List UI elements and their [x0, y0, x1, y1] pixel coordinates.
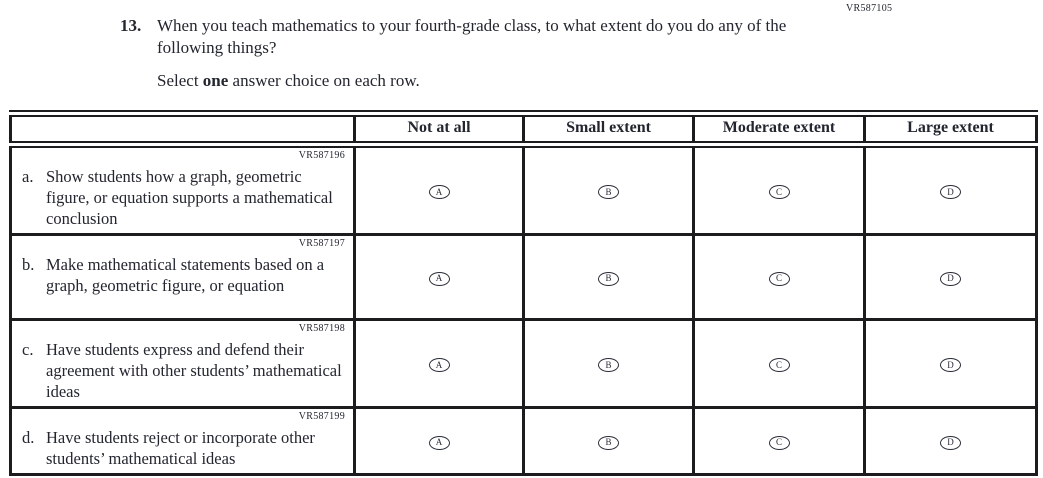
answer-bubble-a-option-b[interactable]: B: [598, 185, 619, 199]
answer-bubble-d-option-a[interactable]: A: [429, 436, 450, 450]
answer-bubble-c-option-b[interactable]: B: [598, 358, 619, 372]
answer-bubble-a-option-c[interactable]: C: [769, 185, 790, 199]
question-block: [120, 15, 830, 92]
row-code-a: VR587196: [298, 150, 345, 161]
row-code-c: VR587198: [298, 323, 345, 334]
item-cell-a: [11, 145, 355, 235]
cell-a-moderate-extent: [694, 145, 865, 235]
row-code-b: VR587197: [298, 238, 345, 249]
row-code-d: VR587199: [298, 411, 345, 422]
question-number: 13.: [120, 16, 142, 35]
cell-b-large-extent: [865, 235, 1037, 320]
answer-bubble-b-option-b[interactable]: B: [598, 272, 619, 286]
cell-b-not-at-all: [355, 235, 524, 320]
item-letter-d: d.: [22, 428, 35, 447]
table-row-c: [11, 320, 1037, 408]
answer-bubble-d-option-c[interactable]: C: [769, 436, 790, 450]
column-header-moderate-extent: Moderate extent: [694, 114, 865, 145]
answer-bubble-c-option-c[interactable]: C: [769, 358, 790, 372]
answer-bubble-a-option-d[interactable]: D: [940, 185, 961, 199]
answer-bubble-d-option-d[interactable]: D: [940, 436, 961, 450]
cell-d-large-extent: [865, 408, 1037, 475]
cell-c-not-at-all: [355, 320, 524, 408]
item-cell-c: [11, 320, 355, 408]
cell-d-not-at-all: [355, 408, 524, 475]
column-header-not-at-all: Not at all: [355, 114, 524, 145]
item-letter-c: c.: [22, 340, 34, 359]
column-header-large-extent: Large extent: [865, 114, 1037, 145]
item-text-d: Have students reject or incorporate other students’ mathematical ideas: [46, 428, 315, 468]
item-cell-d: [11, 408, 355, 475]
cell-d-moderate-extent: [694, 408, 865, 475]
cell-d-small-extent: [524, 408, 694, 475]
cell-b-small-extent: [524, 235, 694, 320]
form-code: VR587105: [846, 3, 893, 14]
cell-a-large-extent: [865, 145, 1037, 235]
item-cell-b: [11, 235, 355, 320]
instruction-suffix: answer choice on each row.: [228, 71, 420, 90]
table-row-a: [11, 145, 1037, 235]
cell-a-not-at-all: [355, 145, 524, 235]
column-header-small-extent: Small extent: [524, 114, 694, 145]
item-text-b: Make mathematical statements based on a graph, geometric figure, or equation: [46, 255, 325, 295]
response-grid: [9, 110, 1038, 476]
header-row: [11, 114, 1037, 145]
table-row-b: [11, 235, 1037, 320]
item-text-a: Show students how a graph, geometric figure, or equation supports a mathematical conclusion: [46, 167, 333, 228]
answer-bubble-c-option-d[interactable]: D: [940, 358, 961, 372]
answer-bubble-b-option-a[interactable]: A: [429, 272, 450, 286]
question-text: When you teach mathematics to your fourth-grade class, to what extent do you do any of the following things?: [157, 16, 787, 57]
cell-c-moderate-extent: [694, 320, 865, 408]
cell-c-small-extent: [524, 320, 694, 408]
instruction-bold: one: [202, 71, 229, 90]
answer-bubble-b-option-c[interactable]: C: [769, 272, 790, 286]
answer-bubble-b-option-d[interactable]: D: [940, 272, 961, 286]
instruction-text: [120, 70, 830, 92]
instruction-prefix: Select: [157, 71, 203, 90]
table-row-d: [11, 408, 1037, 475]
item-letter-a: a.: [22, 167, 34, 186]
answer-bubble-d-option-b[interactable]: B: [598, 436, 619, 450]
cell-b-moderate-extent: [694, 235, 865, 320]
answer-bubble-c-option-a[interactable]: A: [429, 358, 450, 372]
cell-c-large-extent: [865, 320, 1037, 408]
answer-bubble-a-option-a[interactable]: A: [429, 185, 450, 199]
item-column-header: [11, 114, 355, 145]
cell-a-small-extent: [524, 145, 694, 235]
item-letter-b: b.: [22, 255, 35, 274]
item-text-c: Have students express and defend their agreement with other students’ mathematical ideas: [46, 340, 342, 401]
